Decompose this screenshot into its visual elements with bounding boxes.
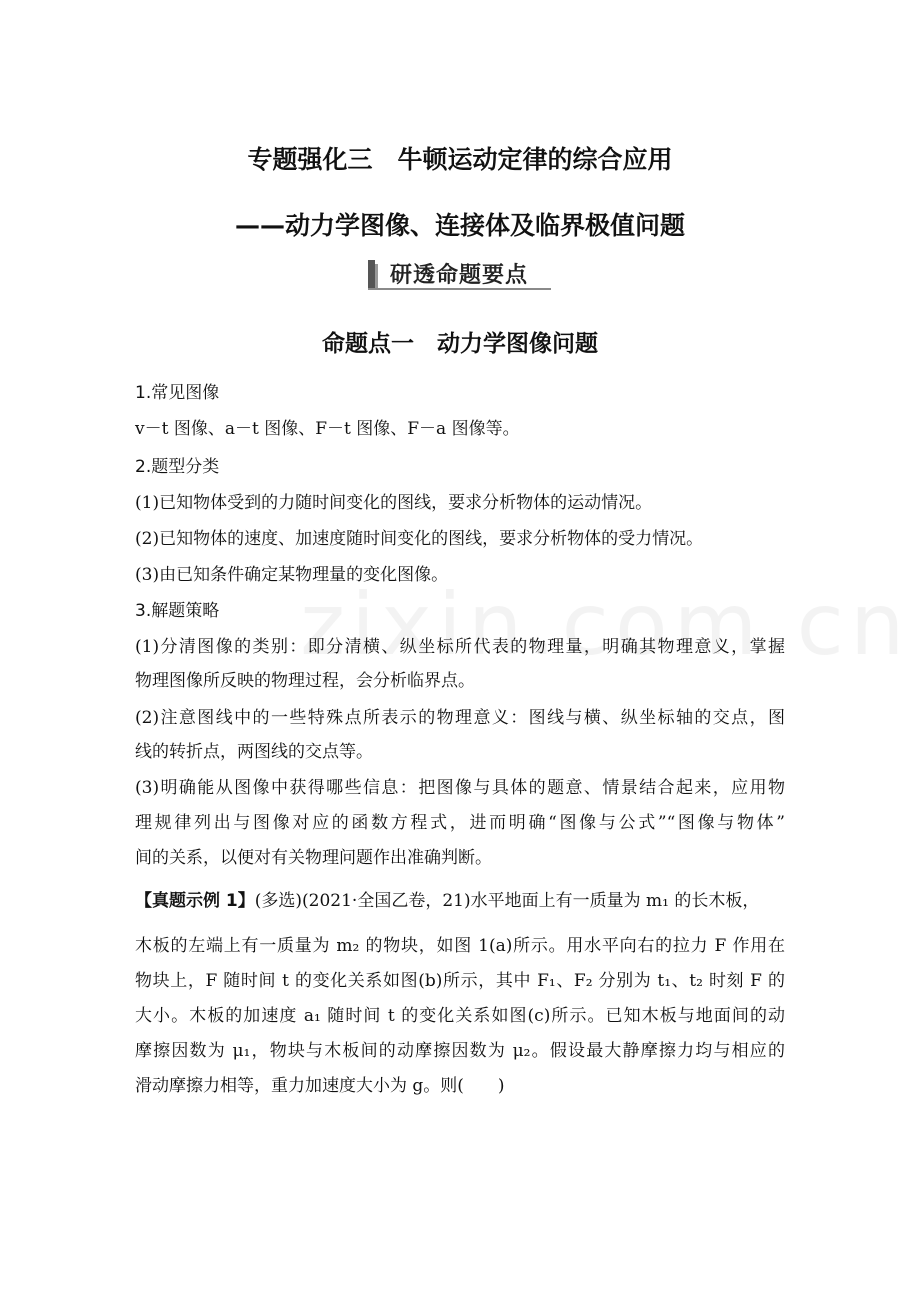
subsection-heading: 2.题型分类 bbox=[135, 457, 220, 477]
example-tag: 【真题示例 1】 bbox=[135, 891, 255, 911]
example-line: 大小。木板的加速度 a₁ 随时间 t 的变化关系如图(c)所示。已知木板与地面间的动 bbox=[135, 1006, 785, 1026]
banner-bar-icon bbox=[368, 260, 375, 288]
example-line: 滑动摩擦力相等，重力加速度大小为 g。则( ) bbox=[135, 1076, 505, 1096]
subsection-heading: 3.解题策略 bbox=[135, 601, 220, 621]
text-line: (3)明确能从图像中获得哪些信息：把图像与具体的题意、情景结合起来，应用物 bbox=[135, 778, 785, 798]
text-line: (1)已知物体受到的力随时间变化的图线，要求分析物体的运动情况。 bbox=[135, 493, 653, 513]
text-line: (1)分清图像的类别：即分清横、纵坐标所代表的物理量，明确其物理意义，掌握 bbox=[135, 637, 785, 657]
page-subtitle: ——动力学图像、连接体及临界极值问题 bbox=[234, 211, 685, 240]
text-line: 间的关系，以便对有关物理问题作出准确判断。 bbox=[135, 848, 492, 868]
example-line: 木板的左端上有一质量为 m₂ 的物块，如图 1(a)所示。用水平向右的拉力 F 作用在 bbox=[135, 936, 785, 956]
example-line: 物块上，F 随时间 t 的变化关系如图(b)所示，其中 F₁、F₂ 分别为 t₁、t₂ 时刻 F 的 bbox=[135, 971, 785, 991]
example-first-line bbox=[135, 886, 785, 911]
example-text: (多选)(2021·全国乙卷，21)水平地面上有一质量为 m₁ 的长木板， bbox=[254, 891, 760, 911]
subsection-heading: 1.常见图像 bbox=[135, 383, 220, 403]
banner-bar-accent bbox=[375, 264, 378, 288]
page-title: 专题强化三 牛顿运动定律的综合应用 bbox=[247, 145, 673, 174]
banner-label: 研透命题要点 bbox=[390, 263, 529, 288]
text-line: (2)注意图线中的一些特殊点所表示的物理意义：图线与横、纵坐标轴的交点，图 bbox=[135, 708, 785, 728]
text-line: 物理图像所反映的物理过程，会分析临界点。 bbox=[135, 671, 475, 691]
text-line: 线的转折点，两图线的交点等。 bbox=[135, 742, 373, 762]
text-line: 理规律列出与图像对应的函数方程式，进而明确“图像与公式”“图像与物体” bbox=[135, 813, 785, 833]
text-line: (3)由已知条件确定某物理量的变化图像。 bbox=[135, 565, 449, 585]
text-line: v－t 图像、a－t 图像、F－t 图像、F－a 图像等。 bbox=[135, 419, 520, 439]
example-line: 摩擦因数为 μ₁，物块与木板间的动摩擦因数为 μ₂。假设最大静摩擦力均与相应的 bbox=[135, 1041, 785, 1061]
text-line: (2)已知物体的速度、加速度随时间变化的图线，要求分析物体的受力情况。 bbox=[135, 529, 704, 549]
section-heading: 命题点一 动力学图像问题 bbox=[322, 331, 598, 357]
watermark bbox=[300, 575, 910, 675]
section-banner bbox=[368, 258, 551, 290]
